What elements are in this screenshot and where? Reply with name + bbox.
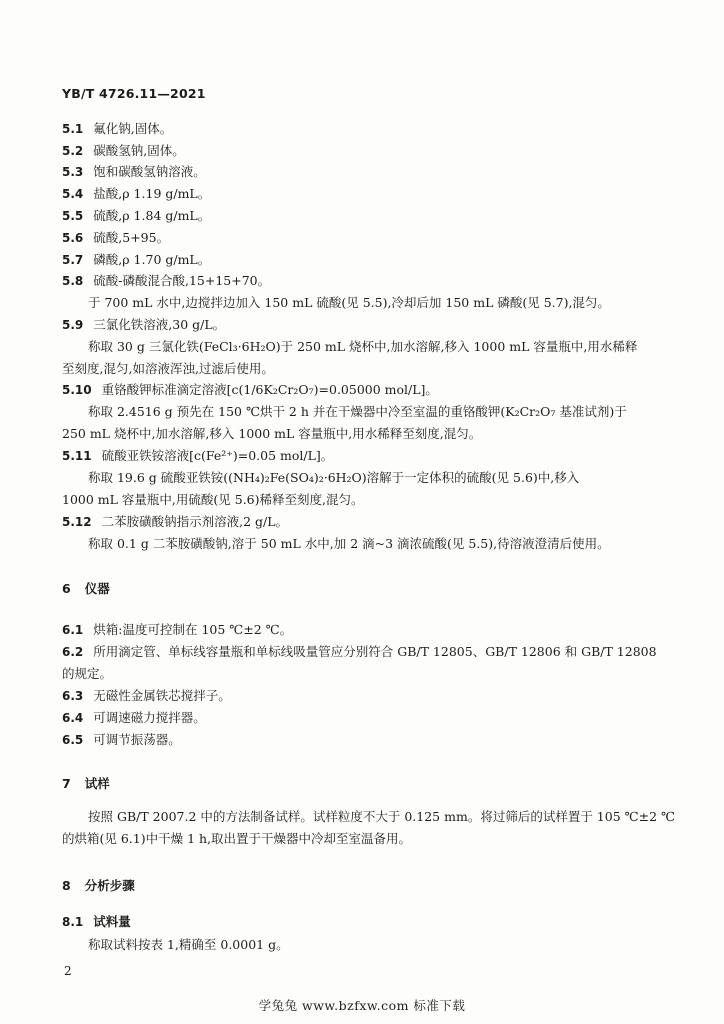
reagent-line: 5.3 饱和碳酸氢钠溶液。 (62, 164, 206, 179)
page-number: 2 (64, 964, 72, 978)
reagent-line: 5.2 碳酸氢钠,固体。 (62, 143, 185, 158)
subsection-heading-sample-mass: 8.1 试料量 (62, 914, 131, 929)
instrument-line: 6.2 所用滴定管、单标线容量瓶和单标线吸量管应分别符合 GB/T 12805、GB/T 12806 和 GB/T 12808 (62, 644, 657, 659)
instrument-line: 6.1 烘箱:温度可控制在 105 ℃±2 ℃。 (62, 622, 293, 637)
instrument-line: 6.5 可调节振荡器。 (62, 732, 181, 747)
reagent-line: 称取 19.6 g 硫酸亚铁铵((NH₄)₂Fe(SO₄)₂·6H₂O)溶解于一定体积的硫酸(见 5.6)中,移入 (88, 470, 580, 485)
footer-watermark: 学兔兔 www.bzfxw.com 标准下载 (258, 998, 466, 1013)
reagent-line: 称取 30 g 三氯化铁(FeCl₃·6H₂O)于 250 mL 烧杯中,加水溶解,移入 1000 mL 容量瓶中,用水稀释 (88, 339, 638, 354)
analysis-line: 称取试料按表 1,精确至 0.0001 g。 (88, 937, 289, 952)
instrument-line: 6.4 可调速磁力搅拌器。 (62, 710, 206, 725)
reagent-line: 称取 2.4516 g 预先在 150 ℃烘干 2 h 并在干燥器中冷至室温的重铬酸钾(K₂Cr₂O₇ 基准试剂)于 (88, 404, 627, 419)
sample-line: 的烘箱(见 6.1)中干燥 1 h,取出置于干燥器中冷却至室温备用。 (62, 831, 412, 846)
reagent-line: 5.6 硫酸,5+95。 (62, 230, 170, 245)
reagent-line: 称取 0.1 g 二苯胺磺酸钠,溶于 50 mL 水中,加 2 滴~3 滴浓硫酸(见 5.5),待溶液澄清后使用。 (88, 536, 610, 551)
sample-line: 按照 GB/T 2007.2 中的方法制备试样。试样粒度不大于 0.125 mm。将过筛后的试样置于 105 ℃±2 ℃ (88, 809, 675, 824)
instrument-line: 6.3 无磁性金属铁芯搅拌子。 (62, 688, 231, 703)
reagent-line: 5.7 磷酸,ρ 1.70 g/mL。 (62, 252, 211, 267)
standard-code: YB/T 4726.11—2021 (62, 86, 206, 101)
section-heading-analysis: 8 分析步骤 (62, 878, 135, 893)
section-heading-instruments: 6 仪器 (62, 581, 110, 596)
instrument-line: 的规定。 (62, 666, 113, 681)
section-heading-sample: 7 试样 (62, 776, 110, 791)
reagent-line: 5.5 硫酸,ρ 1.84 g/mL。 (62, 208, 211, 223)
reagent-line: 于 700 mL 水中,边搅拌边加入 150 mL 硫酸(见 5.5),冷却后加 150 mL 磷酸(见 5.7),混匀。 (88, 295, 610, 310)
reagent-line: 5.10 重铬酸钾标准滴定溶液[c(1/6K₂Cr₂O₇)=0.05000 mol/L]。 (62, 382, 438, 397)
reagent-line: 5.11 硫酸亚铁铵溶液[c(Fe²⁺)=0.05 mol/L]。 (62, 448, 334, 463)
reagent-line: 5.4 盐酸,ρ 1.19 g/mL。 (62, 186, 211, 201)
reagent-line: 5.1 氟化钠,固体。 (62, 121, 173, 136)
reagent-line: 至刻度,混匀,如溶液浑浊,过滤后使用。 (62, 361, 274, 376)
reagent-line: 5.9 三氯化铁溶液,30 g/L。 (62, 317, 226, 332)
reagent-line: 250 mL 烧杯中,加水溶解,移入 1000 mL 容量瓶中,用水稀释至刻度,混匀。 (62, 426, 482, 441)
reagent-line: 5.8 硫酸-磷酸混合酸,15+15+70。 (62, 273, 271, 288)
reagent-line: 1000 mL 容量瓶中,用硫酸(见 5.6)稀释至刻度,混匀。 (62, 492, 364, 507)
reagent-line: 5.12 二苯胺磺酸钠指示剂溶液,2 g/L。 (62, 514, 289, 529)
